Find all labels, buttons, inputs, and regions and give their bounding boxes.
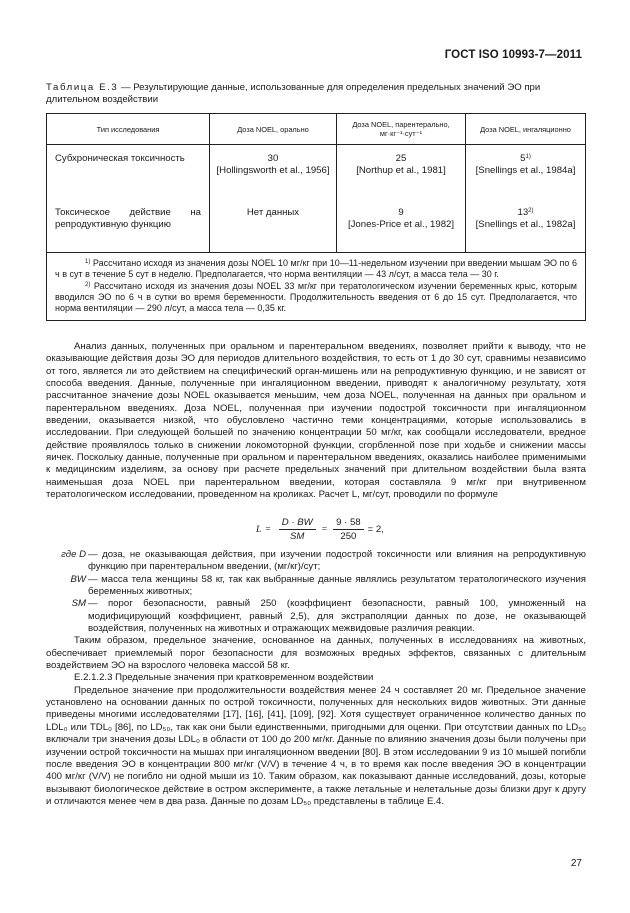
cell-type: Субхроническая токсичность — [47, 145, 210, 200]
header-oral: Доза NOEL, орально — [210, 114, 337, 145]
footnote: $^{2)}$ Рассчитано исходя из значения дозы NOEL 33 мг/кг при тератологическом изучении беременных крыс, которым вводился ЭО по 6 ч в сутки во время беременности. Продолжительность введения от 6 до 15 сут. Предполагается, что норма вентиляции — 290 л/сут, а масса тела — 0,35 кг. — [55, 280, 577, 314]
paragraph: Предельное значение при продолжительности воздействия менее 24 ч составляет 20 мг. Предельное значение установлено на основании данных по острой токсичности, полученных для нескольких видов животных. Эти данные приведены многими исследователями [17], [16], [41], [109], [92]. Хотя существует ограниченное количество данных по LDL₀ или TDL₀ [86], по LD₅₀, так как они были единственными, пригодными для оценки. При отсутствии данных по LD₅₀ включали три значения дозы LDL₀ в области от 100 до 200 мг/кг. Данные по влиянию значения дозы были получены при изучении острой токсичности на мышах при ингаляционном введении [80]. В этом исследовании 9 из 10 мышей погибли после введения ЭО в концентрации 800 мг/кг (V/V) в течение 4 ч, в то время как после введения ЭО в концентрации 400 мг/кг (V/V) не погибло ни одной мыши из 10. Таким образом, как показывают данные исследований, дозы, которые вызывают биологическое действие в остром эксперименте, а также летальные и нелетальные дозы близки друг к другу и отличаются менее чем в два раза. Данные по дозам LD₅₀ представлены в таблице Е.4. — [46, 684, 586, 807]
definition-item: SM — порог безопасности, равный 250 (коэффициент безопасности, равный 100, умноженный на модифицирующий коэффициент, равный 2,5), для экстраполяции данных по дозе, не оказывающей воздействия, полученных на животных и отражающих межвидовые различия реакции. — [71, 598, 586, 635]
table-header-row — [47, 114, 586, 145]
cell-type: Токсическое действие на репродуктивную функцию — [47, 199, 210, 253]
cell-value: Нет данных — [246, 207, 300, 218]
data-table — [46, 113, 586, 321]
formula-definitions — [46, 549, 586, 808]
cell-reference: [Northup et al., 1981] — [356, 164, 446, 176]
cell-value: 25 — [395, 153, 407, 164]
header-type: Тип исследования — [47, 114, 210, 145]
section-heading: Е.2.1.2.3 Предельные значения при кратковременном воздействии — [74, 672, 374, 684]
page-number: 27 — [570, 858, 582, 869]
paragraph: Таким образом, предельное значение, основанное на данных, полученных в исследованиях на животных, обеспечивает приемлемый порог безопасности для возможных вредных эффектов, связанных с длительным воздействием ЭО на взрослого человека массой 58 кг. — [46, 635, 586, 672]
footnote: $^{1)}$ Рассчитано исходя из значения дозы NOEL 10 мг/кг при 10—11-недельном изучении при введении мышам ЭО по 6 ч в сут в течение 5 сут в неделю. Предполагается, что норма вентиляции — 43 л/сут, а масса тела — 30 г. — [55, 258, 577, 280]
cell-oral — [210, 199, 337, 253]
cell-value: 30 — [267, 153, 279, 164]
table-notes-row — [47, 253, 586, 321]
cell-value: 9 — [398, 207, 404, 218]
formula-fraction: $\frac{9 \cdot 58}{250}$ — [333, 517, 364, 542]
cell-reference: [Snellings et al., 1984a] — [475, 164, 576, 176]
table-notes — [47, 253, 586, 321]
table-row — [47, 199, 586, 253]
table-caption-label: Таблица Е.3 — [46, 82, 119, 93]
table-caption — [46, 82, 586, 105]
cell-inhalation — [466, 199, 586, 253]
cell-parenteral — [337, 199, 466, 253]
formula: L = $\frac{D \cdot BW}{SM}$ = $\frac{9 \cdot 58}{250}$ = 2, — [256, 517, 384, 542]
paragraph: Анализ данных, полученных при оральном и парентеральном введениях, позволяет прийти к выводу, что не оказывающие действия дозы ЭО для периодов длительного воздействия, то есть от 1 до 30 сут, сравнимы независимо от того, является ли это действием на специфический орган-мишень или на репродуктивную функцию, и не зависят от способа введения. Данные, полученные при ингаляционном введении, приводят к аналогичному результату, хотя рассчитанное значение дозы NOEL оказывается меньшим, чем доза NOEL, полученная на данных при оральном и парентеральном введениях. Доза NOEL, полученная при изучении подострой токсичности при ингаляционном введении, оказывается низкой, что обусловлено частично теми концентрациями, которые использовались в исследовании. При следующей большей по значению концентрации 50 мг/кг, как сообщали исследователи, вредное действие проявлялось только в снижении локомоторной функции, сгорбленной позе при ходьбе и снижении массы яичек. Поскольку данные, полученные при оральном и парентеральном введениях, оказались наиболее применимыми к медицинским изделиям, за основу при расчете предельных значений при длительном воздействии была взята наименьшая доза NOEL при парентеральном введении, которая составляла 9 мг/кг при внутривенном тератологическом исследовании, проведенном на кроликах. Расчет L, мг/сут, проводили по формуле — [46, 341, 586, 501]
definition-item: где D — доза, не оказывающая действия, при изучении подострой токсичности или влияния на репродуктивную функцию при парентеральном введении, (мг/кг)/сут; — [61, 549, 586, 573]
table-row — [47, 145, 586, 200]
header-parenteral: Доза NOEL, парентерально, мг·кг⁻¹·сут⁻¹ — [337, 114, 466, 145]
header-inhalation: Доза NOEL, ингаляционно — [466, 114, 586, 145]
cell-reference: [Jones-Price et al., 1982] — [347, 218, 455, 230]
cell-reference: [Hollingsworth et al., 1956] — [216, 164, 330, 176]
cell-parenteral — [337, 145, 466, 200]
footnote-mark: 2) — [528, 208, 534, 214]
cell-value: 5 — [520, 153, 526, 164]
formula-fraction: $\frac{D \cdot BW}{SM}$ — [279, 517, 316, 542]
cell-inhalation — [466, 145, 586, 200]
document-header: ГОСТ ISO 10993-7—2011 — [444, 49, 582, 61]
table-caption-text: — Результирующие данные, использованные для определения предельных значений ЭО при длительном воздействии — [46, 82, 541, 105]
cell-oral — [210, 145, 337, 200]
definition-item: BW — масса тела женщины 58 кг, так как выбранные данные являлись результатом тератологического изучения беременных животных; — [70, 573, 586, 598]
footnote-mark: 1) — [525, 154, 531, 160]
cell-reference: [Snellings et al., 1982a] — [475, 218, 576, 230]
cell-value: 13 — [517, 207, 529, 218]
